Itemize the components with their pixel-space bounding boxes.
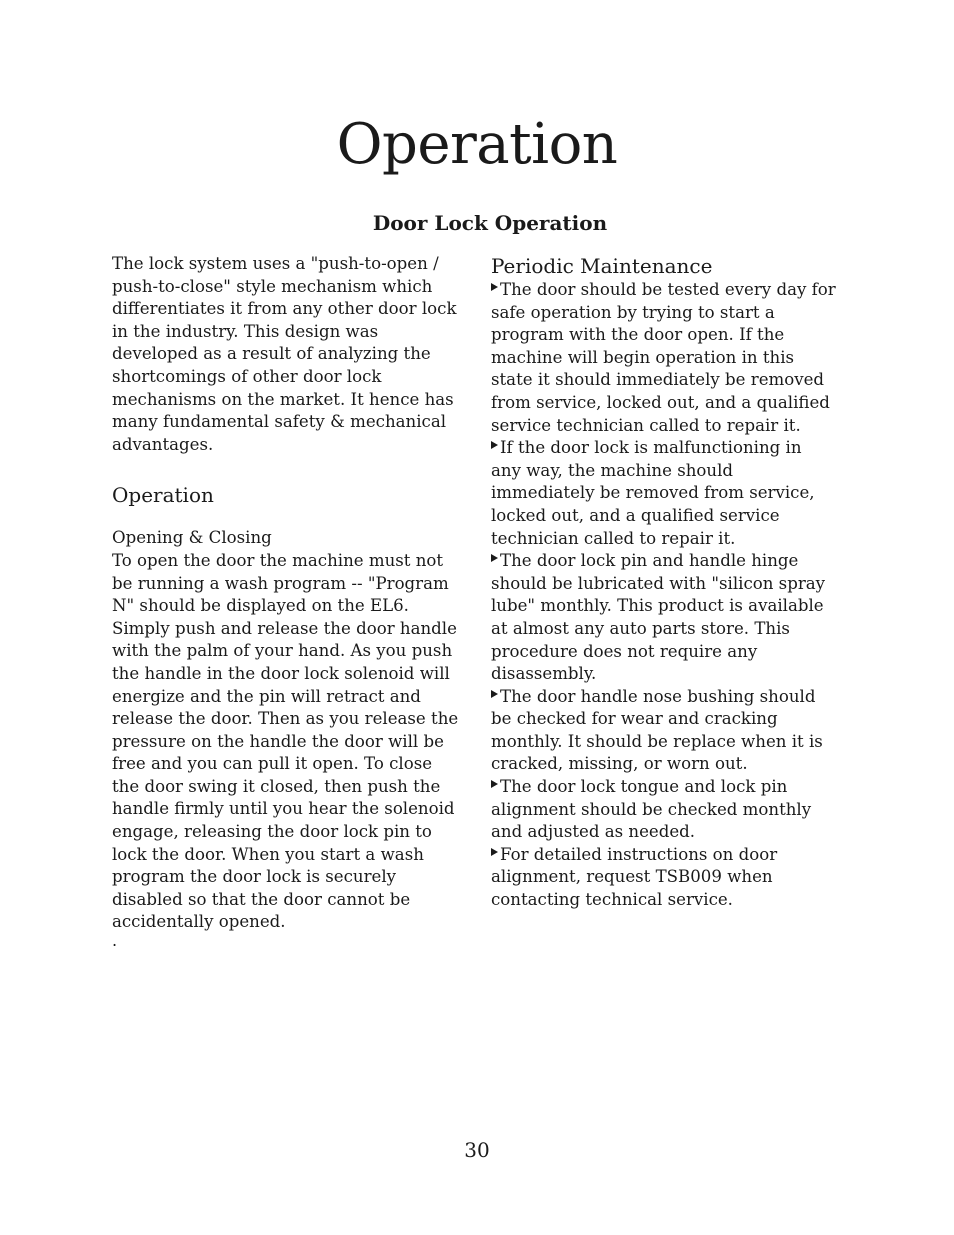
opening-closing-body: To open the door the machine must not be running a wash program -- "Program N" should be displayed on the EL6. Simply push and release the door handle with the palm of your hand. As you push the handle in the door lock solenoid will energize and the pin will retract and release the door. Then as you release the pressure on the handle the door will be free and you can pull it open. To close the door swing it closed, then push the handle firmly until you hear the solenoid engage, releasing the door lock pin to lock the door. When you start a wash program the door lock is securely disabled so that the door cannot be accidentally opened. <box>112 550 459 932</box>
triangle-bullet-icon <box>491 441 498 449</box>
section-title: Door Lock Operation <box>372 211 608 235</box>
list-item-text: The door lock tongue and lock pin alignment should be checked monthly and adjusted as needed. <box>491 777 812 842</box>
trailing-mark: . <box>112 931 118 951</box>
list-item-text: The door should be tested every day for safe operation by trying to start a program with the door open. If the machine will begin operation in this state it should immediately be removed from service, locked out, and a qualified service technician called to repair it. <box>491 280 836 435</box>
list-item-text: The door handle nose bushing should be checked for wear and cracking monthly. It should be replace when it is cracked, missing, or worn out. <box>491 686 823 774</box>
maintenance-heading: Periodic Maintenance <box>491 254 713 278</box>
list-item <box>491 279 836 437</box>
page-title: Operation <box>336 112 618 177</box>
left-column <box>112 253 464 951</box>
list-item <box>491 550 836 686</box>
triangle-bullet-icon <box>491 848 498 856</box>
opening-closing-subheading: Opening & Closing <box>112 528 272 548</box>
list-item-text: For detailed instructions on door alignment, request TSB009 when contacting technical service. <box>491 844 778 910</box>
list-item <box>491 437 836 550</box>
list-item-text: The door lock pin and handle hinge should be lubricated with "silicon spray lube" monthly. This product is available at almost any auto parts store. This procedure does not require any disassembly. <box>491 551 826 684</box>
right-column <box>491 253 836 912</box>
list-item-text: If the door lock is malfunctioning in any way, the machine should immediately be removed from service, locked out, and a qualified service technician called to repair it. <box>491 438 815 548</box>
triangle-bullet-icon <box>491 690 498 698</box>
page-number: 30 <box>464 1138 490 1162</box>
triangle-bullet-icon <box>491 780 498 788</box>
maintenance-list <box>491 279 836 912</box>
list-item <box>491 776 836 844</box>
triangle-bullet-icon <box>491 554 498 562</box>
triangle-bullet-icon <box>491 283 498 291</box>
list-item <box>491 686 836 776</box>
intro-paragraph: The lock system uses a "push-to-open / push-to-close" style mechanism which differentiates it from any other door lock in the industry. This design was developed as a result of analyzing the shortcomings of other door lock mechanisms on the market. It hence has many fundamental safety & mechanical advantages. <box>112 254 457 454</box>
operation-heading: Operation <box>112 483 214 508</box>
list-item <box>491 844 836 912</box>
